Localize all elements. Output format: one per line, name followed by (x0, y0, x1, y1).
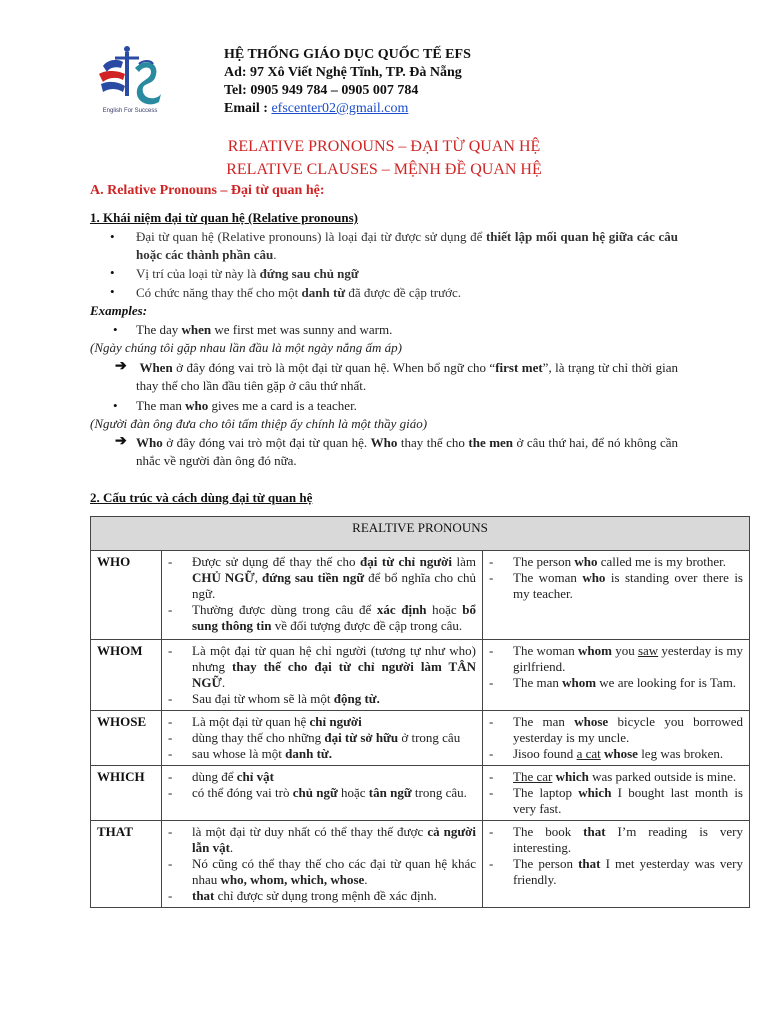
section-a-heading: A. Relative Pronouns – Đại từ quan hệ: (90, 183, 325, 198)
example-item: - The person that I met yesterday was very friendly. (489, 856, 743, 888)
note-keyword: the men (468, 435, 514, 450)
def-text: Vị trí của loại từ này là (136, 266, 260, 281)
ex-keyword: who (185, 398, 209, 413)
example-2-note (136, 434, 678, 470)
usage-item: - dùng thay thế cho những đại từ sở hữu ở trong câu (168, 730, 476, 746)
pronoun-whom: WHOM (91, 640, 162, 711)
def-text: . (273, 247, 277, 262)
bullet-icon: • (113, 322, 118, 337)
def-emphasis: đứng sau chủ ngữ (259, 266, 359, 281)
note-keyword: Who (370, 435, 398, 450)
table-row (91, 551, 750, 640)
def-text: đã được đề cập trước. (345, 285, 462, 300)
example-item: - The woman whom you saw yesterday is my girlfriend. (489, 643, 743, 675)
note-text: ”, là trạng từ chỉ thời gian thay thế cho lần đầu tiên gặp ở câu thứ nhất. (136, 360, 679, 393)
definition-bullet-1 (136, 228, 678, 264)
examples-label: Examples: (90, 303, 148, 318)
pronoun-which: WHICH (91, 766, 162, 821)
def-emphasis: danh từ (301, 285, 346, 300)
usage-item: - Là một đại từ quan hệ chỉ người (tương tự như who) nhưng thay thế cho đại từ chỉ người làm TÂN NGỮ. (168, 643, 476, 691)
definition-bullet-2 (136, 265, 678, 283)
note-keyword: When (139, 360, 173, 375)
pronoun-who: WHO (91, 551, 162, 640)
usage-item: - that chỉ được sử dụng trong mệnh đề xác định. (168, 888, 476, 904)
usage-item: - sau whose là một danh từ. (168, 746, 476, 762)
usage-item: - Thường được dùng trong câu để xác định hoặc bổ sung thông tin về đối tượng được đề cập trong câu. (168, 602, 476, 634)
note-keyword: first met (495, 360, 543, 375)
note-keyword: Who (136, 435, 163, 450)
example-cell (483, 640, 750, 711)
usage-cell (162, 551, 483, 640)
usage-item: - Sau đại từ whom sẽ là một động từ. (168, 691, 476, 707)
example-cell (483, 711, 750, 766)
note-text: ở đây đóng vai trò là một đại từ quan hệ. When bổ ngữ cho “ (172, 360, 496, 375)
example-1 (136, 321, 678, 339)
school-phone: Tel: 0905 949 784 – 0905 007 784 (224, 83, 419, 98)
school-email-line (224, 100, 471, 118)
usage-item: - Nó cũng có thể thay thế cho các đại từ quan hệ khác nhau who, whom, which, whose. (168, 856, 476, 888)
table-header-row (91, 517, 750, 551)
school-address: Ad: 97 Xô Viết Nghệ Tĩnh, TP. Đà Nẵng (224, 65, 462, 80)
usage-cell (162, 821, 483, 908)
note-text: ở câu thứ hai, để nó không cần nhắc về người đàn ông đó nữa. (136, 435, 678, 468)
def-text: Có chức năng thay thế cho một (136, 285, 302, 300)
arrow-right-icon: ➔ (115, 359, 127, 374)
bullet-icon: • (110, 265, 115, 280)
usage-item: - dùng để chỉ vật (168, 769, 476, 785)
email-label: Email : (224, 101, 272, 116)
example-item: - The man whom we are looking for is Tam. (489, 675, 743, 691)
usage-item: - Là một đại từ quan hệ chỉ người (168, 714, 476, 730)
def-text: Đại từ quan hệ (Relative pronouns) là loại đại từ được sử dụng để (136, 229, 486, 244)
ex-text: we first met was sunny and warm. (211, 322, 393, 337)
school-header (224, 46, 471, 118)
usage-item: - có thể đóng vai trò chủ ngữ hoặc tân ngữ trong câu. (168, 785, 476, 801)
table-row (91, 640, 750, 711)
example-item: - The man whose bicycle you borrowed yesterday is my uncle. (489, 714, 743, 746)
page-title-2: RELATIVE CLAUSES – MỆNH ĐỀ QUAN HỆ (226, 161, 542, 178)
usage-cell (162, 640, 483, 711)
ex-text: gives me a card is a teacher. (208, 398, 357, 413)
def-emphasis: thiết lập mối quan hệ giữa các câu hoặc các thành phần câu (136, 229, 678, 262)
example-item: - The laptop which I bought last month is very fast. (489, 785, 743, 817)
example-cell (483, 821, 750, 908)
email-link[interactable]: efscenter02@gmail.com (271, 101, 409, 116)
example-2-translation: (Người đàn ông đưa cho tôi tấm thiệp ấy chính là một thầy giáo) (90, 416, 428, 431)
example-cell (483, 766, 750, 821)
example-item: - The person who called me is my brother. (489, 554, 743, 570)
example-item: - Jisoo found a cat whose leg was broken. (489, 746, 743, 762)
ex-keyword: when (181, 322, 212, 337)
bullet-icon: • (110, 229, 115, 244)
usage-item: - Được sử dụng để thay thế cho đại từ chỉ người làm CHỦ NGỮ, đứng sau tiền ngữ để bổ nghĩa cho chủ ngữ. (168, 554, 476, 602)
heading-structure: 2. Cấu trúc và cách dùng đại từ quan hệ (90, 490, 313, 505)
definition-bullet-3 (136, 284, 678, 302)
bullet-icon: • (110, 284, 115, 299)
ex-text: The day (136, 322, 182, 337)
ex-text: The man (136, 398, 186, 413)
arrow-right-icon: ➔ (115, 434, 127, 449)
example-item: - The book that I’m reading is very interesting. (489, 824, 743, 856)
note-text: ở đây đóng vai trò một đại từ quan hệ. (162, 435, 371, 450)
example-2 (136, 397, 678, 415)
note-text: thay thế cho (397, 435, 469, 450)
heading-definition: 1. Khái niệm đại từ quan hệ (Relative pronouns) (90, 210, 358, 225)
example-item: - The car which was parked outside is mine. (489, 769, 743, 785)
usage-cell (162, 766, 483, 821)
page-title-1: RELATIVE PRONOUNS – ĐẠI TỪ QUAN HỆ (227, 138, 541, 155)
pronoun-whose: WHOSE (91, 711, 162, 766)
example-cell (483, 551, 750, 640)
bullet-icon: • (113, 398, 118, 413)
table-row (91, 821, 750, 908)
example-1-note (136, 359, 678, 395)
usage-item: - là một đại từ duy nhất có thể thay thế được cả người lẫn vật. (168, 824, 476, 856)
table-header: REALTIVE PRONOUNS (91, 517, 750, 551)
table-row (91, 711, 750, 766)
example-item: - The woman who is standing over there is my teacher. (489, 570, 743, 602)
usage-cell (162, 711, 483, 766)
table-row (91, 766, 750, 821)
example-1-translation: (Ngày chúng tôi gặp nhau lần đầu là một ngày nắng ấm áp) (90, 340, 402, 355)
relative-pronouns-table (90, 516, 750, 908)
logo-caption: English For Success (102, 108, 158, 114)
school-name: HỆ THỐNG GIÁO DỤC QUỐC TẾ EFS (224, 47, 471, 62)
efs-logo-mark (95, 42, 167, 108)
pronoun-that: THAT (91, 821, 162, 908)
